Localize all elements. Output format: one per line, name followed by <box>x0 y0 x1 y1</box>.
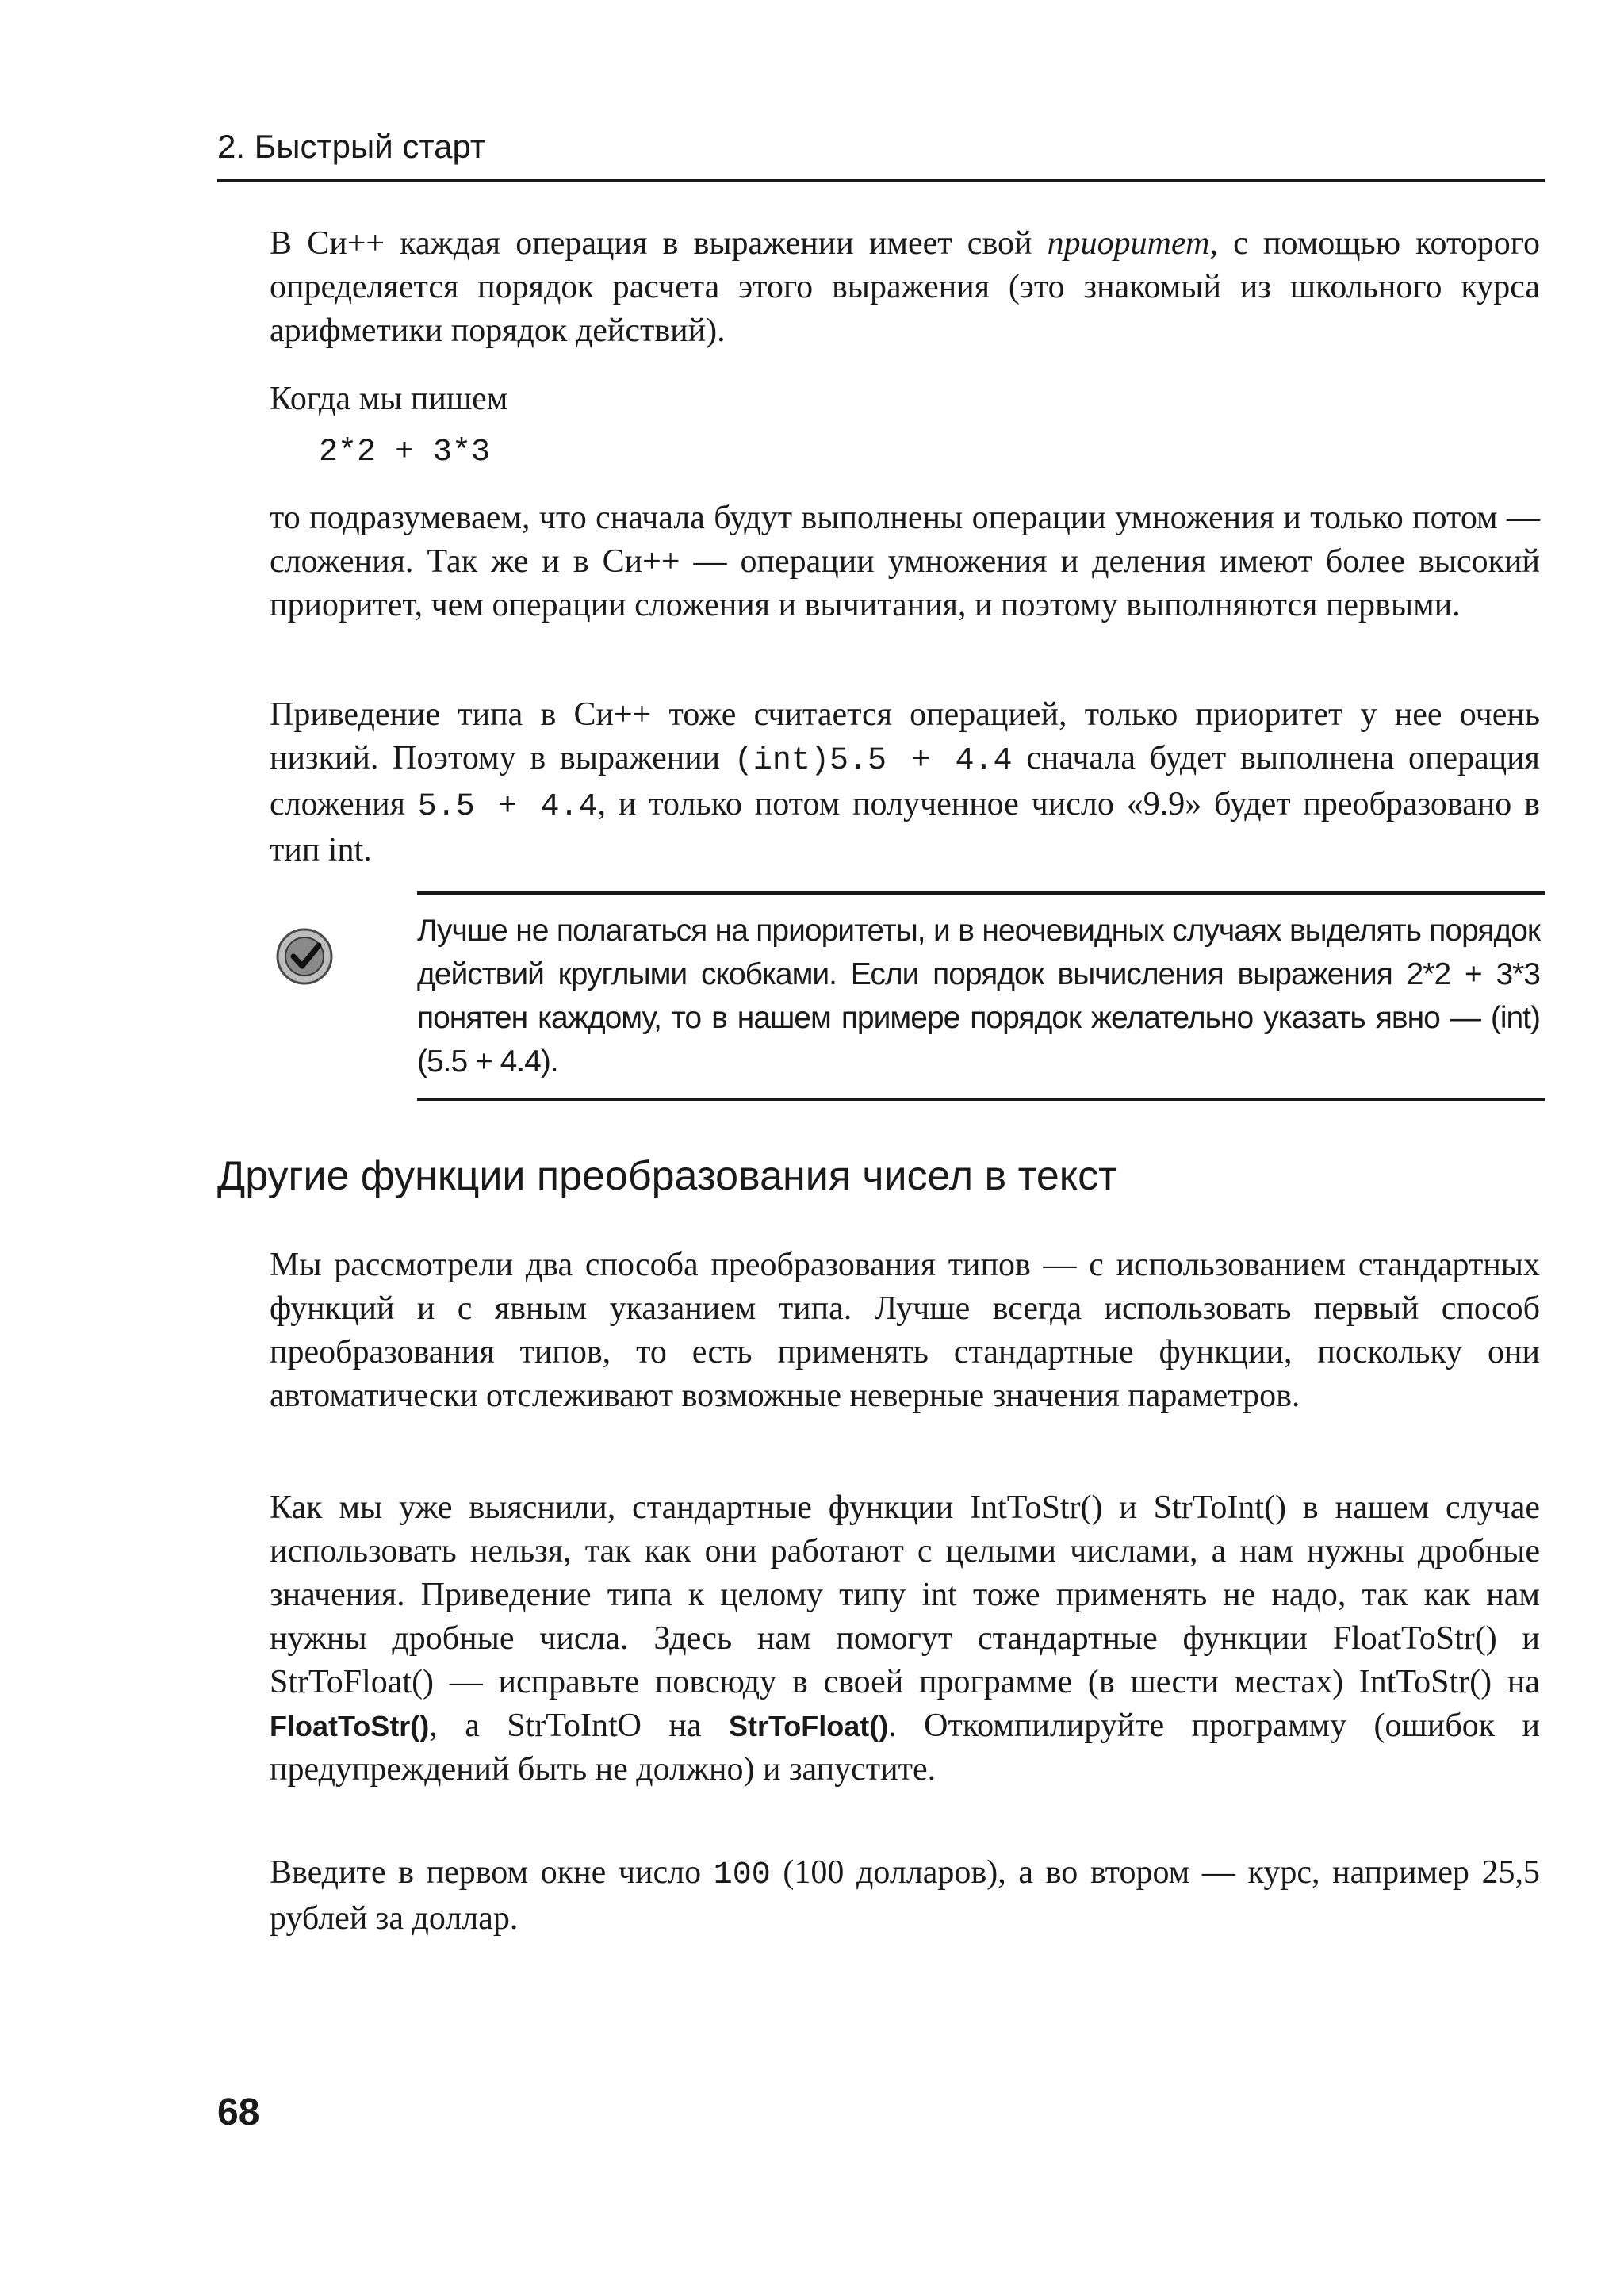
note-rule-top <box>417 891 1545 895</box>
page-number: 68 <box>217 2091 260 2133</box>
paragraph-operator-order: то подразумеваем, что сначала будут выполнены операции умножения и только потом — сложения. Так же и в Си++ — операции умножения и деления имеют более высокий приоритет, чем операции сложения и вычитания, и поэтому выполняются первыми. <box>270 500 1540 623</box>
p7-text-1: Введите в первом окне число <box>270 1854 714 1891</box>
p7-code-number: 100 <box>713 1857 771 1893</box>
p1-emphasis: приоритет <box>1047 225 1210 262</box>
running-head: 2. Быстрый старт <box>217 128 486 165</box>
p7-text-2: (100 долларов), а во втором — курс, например 25,5 рублей за доллар. <box>270 1854 1540 1937</box>
p6-function-floattostr: FloatToStr() <box>270 1710 430 1742</box>
paragraph-type-cast <box>270 693 1540 872</box>
paragraph-conversion-methods: Мы рассмотрели два способа преобразования типов — с использованием стандартных функций и с явным указанием типа. Лучше всегда использовать первый способ преобразования типов, то есть применять стандартные функции, поскольку они автоматически отслеживают возможные неверные значения параметров. <box>270 1247 1540 1414</box>
p1-text-after: , с помощью которого определяется порядок расчета этого выражения (это знакомый из школьного курса арифметики порядок действий). <box>270 225 1540 349</box>
p4-code-sum: 5.5 + 4.4 <box>417 789 598 825</box>
p4-code-cast: (int)5.5 + 4.4 <box>733 743 1013 779</box>
p4-text-3: , и только потом полученное число «9.9» будет преобразовано в тип int. <box>270 786 1540 868</box>
note-text: Лучше не полагаться на приоритеты, и в неочевидных случаях выделять порядок действий круглыми скобками. Если порядок вычисления выражения 2*2 + 3*3 понятен каждому, то в нашем примере порядок желательно указать явно — (int)(5.5 + 4.4). <box>417 914 1540 1079</box>
code-example: 2*2 + 3*3 <box>319 435 491 470</box>
note-rule-bottom <box>417 1098 1545 1101</box>
checkmark-badge-icon <box>273 925 336 988</box>
paragraph-priority-intro <box>270 222 1540 353</box>
p4-text-2: сначала будет выполнена операция сложения <box>270 740 1540 822</box>
p6-text-3: . Откомпилируйте программу (ошибок и предупреждений быть не должно) и запустите. <box>270 1708 1540 1788</box>
header-rule <box>217 179 1545 182</box>
p6-function-strtofloat: StrToFloat() <box>728 1710 889 1742</box>
paragraph-enter-value <box>270 1851 1540 1941</box>
section-title: Другие функции преобразования чисел в текст <box>217 1153 1117 1199</box>
paragraph-when-we-write: Когда мы пишем <box>270 381 508 417</box>
paragraph-standard-functions <box>270 1486 1540 1792</box>
p6-text-2: , а StrToIntO на <box>429 1708 729 1744</box>
p4-text-1: Приведение типа в Си++ тоже считается операцией, только приоритет у нее очень низкий. Поэтому в выражении <box>270 696 1540 776</box>
p1-text-before: В Си++ каждая операция в выражении имеет свой <box>270 225 1048 262</box>
p6-text-1: Как мы уже выяснили, стандартные функции IntToStr() и StrToInt() в нашем случае использовать нельзя, так как они работают с целыми числами, а нам нужны дробные значения. Приведение типа к целому типу int тоже применять не надо, так как нам нужны дробные числа. Здесь нам помогут стандартные функции FloatToStr() и StrToFloat() — исправьте повсюду в своей программе (в шести местах) IntToStr() на <box>270 1489 1540 1700</box>
